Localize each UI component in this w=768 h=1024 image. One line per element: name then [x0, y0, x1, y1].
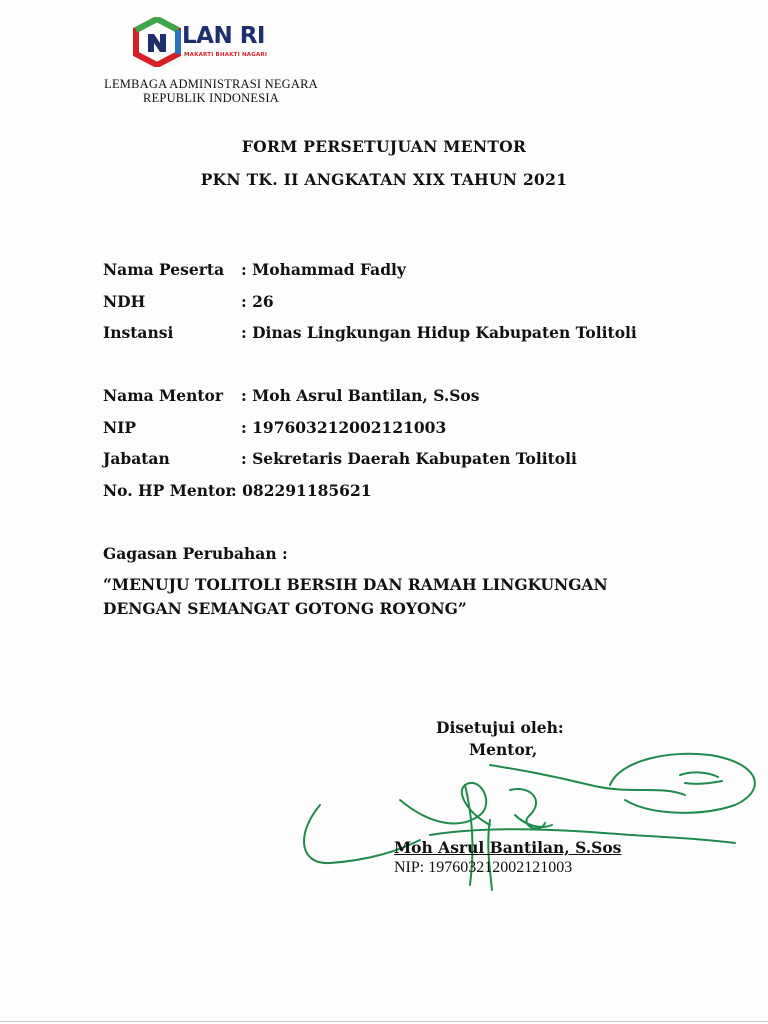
handwritten-signature	[290, 745, 768, 905]
lan-ri-emblem-icon	[132, 17, 182, 67]
field-label: No. HP Mentor	[103, 481, 234, 500]
field-ndh	[103, 292, 274, 311]
field-label: Nama Peserta	[103, 260, 225, 279]
field-value: : Sekretaris Daerah Kabupaten Tolitoli	[241, 449, 577, 468]
field-value: : Dinas Lingkungan Hidup Kabupaten Tolitoli	[241, 323, 637, 342]
form-subtitle: PKN TK. II ANGKATAN XIX TAHUN 2021	[200, 170, 568, 189]
page-edge	[0, 1021, 768, 1022]
lan-ri-logo	[132, 15, 282, 75]
mentor-signature-nip: NIP: 197603212002121003	[394, 859, 573, 876]
field-hp-mentor	[103, 481, 372, 500]
approval-role: Mentor,	[469, 740, 538, 759]
field-nama-mentor	[103, 386, 480, 405]
field-nip	[103, 418, 447, 437]
approval-heading: Disetujui oleh:	[436, 718, 564, 737]
logo-text: LAN RI	[182, 23, 265, 49]
field-label: Jabatan	[103, 449, 170, 468]
org-name-line2: REPUBLIK INDONESIA	[143, 91, 279, 105]
field-label: Instansi	[103, 323, 174, 342]
field-nama-peserta	[103, 260, 406, 279]
field-value: : Moh Asrul Bantilan, S.Sos	[241, 386, 480, 405]
form-title: FORM PERSETUJUAN MENTOR	[241, 137, 527, 156]
field-jabatan	[103, 449, 577, 468]
field-label: Nama Mentor	[103, 386, 224, 405]
field-instansi	[103, 323, 637, 342]
field-value: : 26	[241, 292, 274, 311]
gagasan-line1: “MENUJU TOLITOLI BERSIH DAN RAMAH LINGKUNGAN	[103, 575, 608, 594]
field-value: : 082291185621	[231, 481, 372, 500]
org-name-line1: LEMBAGA ADMINISTRASI NEGARA	[104, 77, 318, 91]
gagasan-label: Gagasan Perubahan :	[103, 544, 288, 563]
field-label: NIP	[103, 418, 137, 437]
mentor-signature-name: Moh Asrul Bantilan, S.Sos	[394, 838, 622, 857]
gagasan-line2: DENGAN SEMANGAT GOTONG ROYONG”	[103, 599, 467, 618]
field-value: : 197603212002121003	[241, 418, 447, 437]
field-label: NDH	[103, 292, 146, 311]
field-value: : Mohammad Fadly	[241, 260, 406, 279]
logo-tagline: MAKARTI BHAKTI NAGARI	[184, 52, 268, 58]
gagasan-text	[103, 573, 608, 621]
